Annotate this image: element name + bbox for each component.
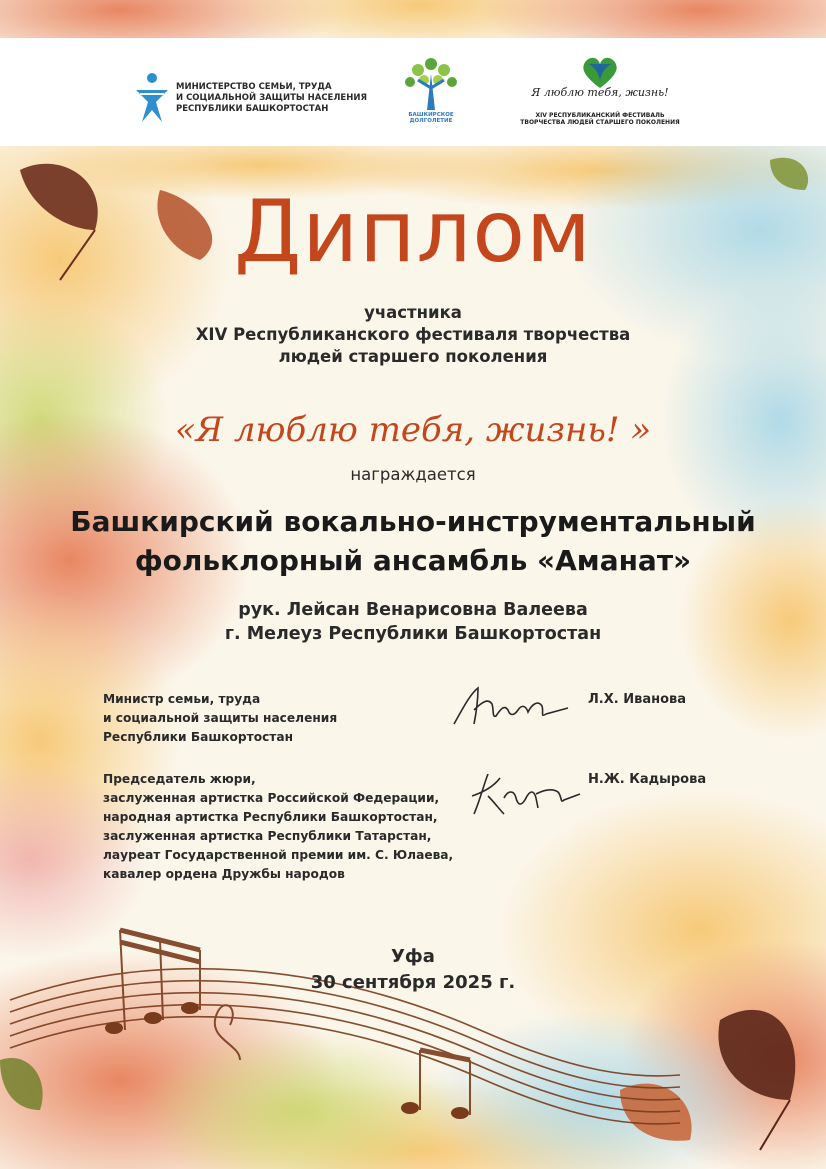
issue-place-date: [0, 944, 826, 996]
festival-logo-caption-line: ТВОРЧЕСТВА ЛЮДЕЙ СТАРШЕГО ПОКОЛЕНИЯ: [520, 119, 680, 126]
signature-1-icon: [448, 680, 578, 730]
leader-line: рук. Лейсан Венарисовна Валеева: [238, 600, 588, 620]
position-line: заслуженная артистка Республики Татарстан,: [103, 829, 432, 843]
position-line: народная артистка Республики Башкортостан,: [103, 810, 438, 824]
festival-name: «Я люблю тебя, жизнь! »: [174, 410, 652, 450]
heart-icon: [580, 56, 620, 90]
position-line: кавалер ордена Дружбы народов: [103, 867, 345, 881]
tree-people-icon: [396, 54, 466, 112]
issue-city: Уфа: [391, 946, 435, 967]
dolgoletie-caption-line: БАШКИРСКОЕ: [408, 112, 454, 118]
subtitle-line: участника: [364, 303, 462, 322]
ministry-logo-line: МИНИСТЕРСТВО СЕМЬИ, ТРУДА: [176, 82, 332, 92]
position-line: Республики Башкортостан: [103, 730, 294, 744]
dolgoletie-logo: [396, 54, 466, 138]
festival-logo-caption-line: XIV РЕСПУБЛИКАНСКИЙ ФЕСТИВАЛЬ: [535, 112, 665, 119]
signer-1-position: [103, 690, 337, 747]
recipient-line: Башкирский вокально-инструментальный: [70, 505, 756, 538]
signer-2-position: [103, 770, 453, 884]
issue-date: 30 сентября 2025 г.: [310, 972, 516, 993]
position-line: лауреат Государственной премии им. С. Юлаева,: [103, 848, 454, 862]
signer-1-name: Л.Х. Иванова: [588, 692, 687, 707]
awarded-label: награждается: [350, 465, 476, 484]
position-line: и социальной защиты населения: [103, 711, 338, 725]
ministry-logo-line: РЕСПУБЛИКИ БАШКОРТОСТАН: [176, 104, 329, 114]
dolgoletie-caption-line: ДОЛГОЛЕТИЕ: [409, 118, 453, 124]
recipient-name: [0, 502, 826, 580]
position-line: Председатель жюри,: [103, 772, 256, 786]
position-line: Министр семьи, труда: [103, 692, 261, 706]
diploma-title: Диплом: [234, 182, 592, 282]
subtitle-line: XIV Республиканского фестиваля творчества: [195, 325, 631, 344]
recipient-line: фольклорный ансамбль «Аманат»: [134, 544, 692, 577]
diploma-subtitle: [0, 302, 826, 368]
signature-2-icon: [464, 768, 584, 822]
ministry-emblem-icon: [132, 70, 172, 126]
recipient-leader: [0, 598, 826, 646]
signer-2-name: Н.Ж. Кадырова: [588, 772, 707, 787]
ministry-logo: [132, 70, 382, 126]
position-line: заслуженная артистка Российской Федерации,: [103, 791, 440, 805]
subtitle-line: людей старшего поколения: [278, 347, 548, 366]
festival-logo: [520, 56, 680, 136]
festival-logo-script: Я люблю тебя, жизнь!: [531, 86, 669, 99]
ministry-logo-line: И СОЦИАЛЬНОЙ ЗАЩИТЫ НАСЕЛЕНИЯ: [176, 93, 368, 103]
leader-line: г. Мелеуз Республики Башкортостан: [224, 624, 602, 644]
